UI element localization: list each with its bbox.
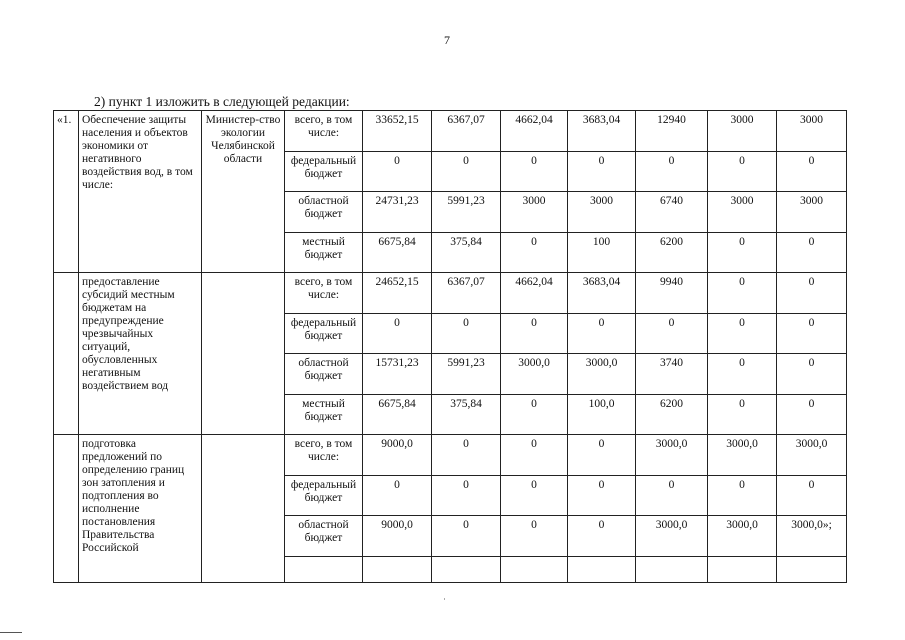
amendment-intro: 2) пункт 1 изложить в следующей редакции: xyxy=(94,94,350,109)
funding-value: 375,84 xyxy=(432,232,501,273)
table-row xyxy=(54,435,847,476)
funding-value: 0 xyxy=(708,273,777,314)
funding-value: 3000 xyxy=(777,192,847,233)
funding-value: 3683,04 xyxy=(568,111,636,152)
funding-value: 0 xyxy=(501,313,568,354)
funding-value: 12940 xyxy=(636,111,708,152)
funding-value: 3000 xyxy=(568,192,636,233)
page-number: 7 xyxy=(444,33,450,47)
funding-value: 3000 xyxy=(708,192,777,233)
funding-source: федеральный бюджет xyxy=(285,475,363,516)
funding-value: 9000,0 xyxy=(363,516,432,557)
funding-value: 0 xyxy=(777,394,847,435)
item-number xyxy=(54,435,79,583)
funding-value: 5991,23 xyxy=(432,354,501,395)
funding-value: 3000 xyxy=(501,192,568,233)
funding-value: 6200 xyxy=(636,394,708,435)
funding-value: 0 xyxy=(636,151,708,192)
funding-value: 0 xyxy=(777,232,847,273)
funding-value: 3740 xyxy=(636,354,708,395)
funding-value: 24731,23 xyxy=(363,192,432,233)
item-name: подготовка предложений по определению границ зон затопления и подтопления во исполнение постановления Правительства Российской xyxy=(79,435,202,583)
funding-value: 3000,0 xyxy=(636,516,708,557)
funding-value: 3000,0 xyxy=(501,354,568,395)
item-name: Обеспечение защиты населения и объектов экономики от негативного воздействия вод, в том числе: xyxy=(79,111,202,273)
responsible-executor: Министер-ство экологии Челябинской области xyxy=(202,111,285,273)
funding-source: местный бюджет xyxy=(285,232,363,273)
item-name: предоставление субсидий местным бюджетам на предупреждение чрезвычайных ситуаций, обусловленных негативным воздействием вод xyxy=(79,273,202,435)
funding-value: 24652,15 xyxy=(363,273,432,314)
responsible-executor xyxy=(202,273,285,435)
funding-value xyxy=(636,556,708,582)
funding-value xyxy=(777,556,847,582)
funding-value: 3000,0 xyxy=(636,435,708,476)
funding-value: 3000 xyxy=(708,111,777,152)
funding-value: 0 xyxy=(501,232,568,273)
funding-value: 0 xyxy=(708,232,777,273)
funding-source: федеральный бюджет xyxy=(285,313,363,354)
scan-speck xyxy=(444,598,445,600)
funding-value: 375,84 xyxy=(432,394,501,435)
funding-source: областной бюджет xyxy=(285,516,363,557)
responsible-executor xyxy=(202,435,285,583)
funding-value: 9940 xyxy=(636,273,708,314)
table-row xyxy=(54,273,847,314)
funding-value: 6740 xyxy=(636,192,708,233)
funding-source: федеральный бюджет xyxy=(285,151,363,192)
funding-value: 6675,84 xyxy=(363,394,432,435)
funding-value: 0 xyxy=(777,273,847,314)
funding-value: 0 xyxy=(432,313,501,354)
funding-value xyxy=(568,556,636,582)
funding-value: 4662,04 xyxy=(501,273,568,314)
funding-source xyxy=(285,556,363,582)
funding-source: областной бюджет xyxy=(285,192,363,233)
funding-value: 0 xyxy=(568,475,636,516)
funding-value: 0 xyxy=(568,516,636,557)
funding-source: всего, в том числе: xyxy=(285,435,363,476)
funding-source: областной бюджет xyxy=(285,354,363,395)
funding-value: 0 xyxy=(777,475,847,516)
funding-value xyxy=(501,556,568,582)
funding-value xyxy=(363,556,432,582)
funding-value: 0 xyxy=(432,516,501,557)
funding-value: 100,0 xyxy=(568,394,636,435)
funding-value: 6200 xyxy=(636,232,708,273)
item-number: «1. xyxy=(54,111,79,273)
funding-value xyxy=(432,556,501,582)
funding-source: всего, в том числе: xyxy=(285,273,363,314)
funding-value: 0 xyxy=(501,394,568,435)
funding-value: 0 xyxy=(777,151,847,192)
funding-value: 9000,0 xyxy=(363,435,432,476)
funding-value: 0 xyxy=(777,354,847,395)
funding-value: 3000,0 xyxy=(708,516,777,557)
funding-value: 0 xyxy=(636,313,708,354)
funding-value: 0 xyxy=(501,435,568,476)
funding-value: 3000,0»; xyxy=(777,516,847,557)
funding-value: 0 xyxy=(636,475,708,516)
funding-value: 3683,04 xyxy=(568,273,636,314)
funding-value xyxy=(708,556,777,582)
funding-value: 15731,23 xyxy=(363,354,432,395)
program-funding-table xyxy=(53,110,847,583)
funding-value: 0 xyxy=(363,151,432,192)
funding-value: 5991,23 xyxy=(432,192,501,233)
funding-value: 0 xyxy=(432,475,501,516)
funding-source: всего, в том числе: xyxy=(285,111,363,152)
funding-value: 4662,04 xyxy=(501,111,568,152)
funding-value: 0 xyxy=(568,151,636,192)
funding-source: местный бюджет xyxy=(285,394,363,435)
funding-value: 6367,07 xyxy=(432,273,501,314)
funding-value: 0 xyxy=(777,313,847,354)
funding-value: 0 xyxy=(708,394,777,435)
funding-value: 0 xyxy=(501,475,568,516)
funding-value: 0 xyxy=(708,475,777,516)
funding-value: 33652,15 xyxy=(363,111,432,152)
funding-value: 0 xyxy=(568,435,636,476)
funding-value: 0 xyxy=(363,475,432,516)
funding-value: 0 xyxy=(708,151,777,192)
funding-value: 0 xyxy=(501,151,568,192)
funding-value: 0 xyxy=(568,313,636,354)
item-number xyxy=(54,273,79,435)
funding-value: 0 xyxy=(432,435,501,476)
funding-value: 0 xyxy=(363,313,432,354)
funding-value: 3000 xyxy=(777,111,847,152)
funding-value: 0 xyxy=(708,313,777,354)
funding-value: 100 xyxy=(568,232,636,273)
funding-value: 6675,84 xyxy=(363,232,432,273)
scan-edge-mark xyxy=(0,632,22,633)
funding-value: 0 xyxy=(501,516,568,557)
funding-value: 0 xyxy=(432,151,501,192)
table-row xyxy=(54,111,847,152)
funding-value: 3000,0 xyxy=(708,435,777,476)
funding-value: 3000,0 xyxy=(777,435,847,476)
funding-value: 0 xyxy=(708,354,777,395)
funding-value: 3000,0 xyxy=(568,354,636,395)
funding-value: 6367,07 xyxy=(432,111,501,152)
